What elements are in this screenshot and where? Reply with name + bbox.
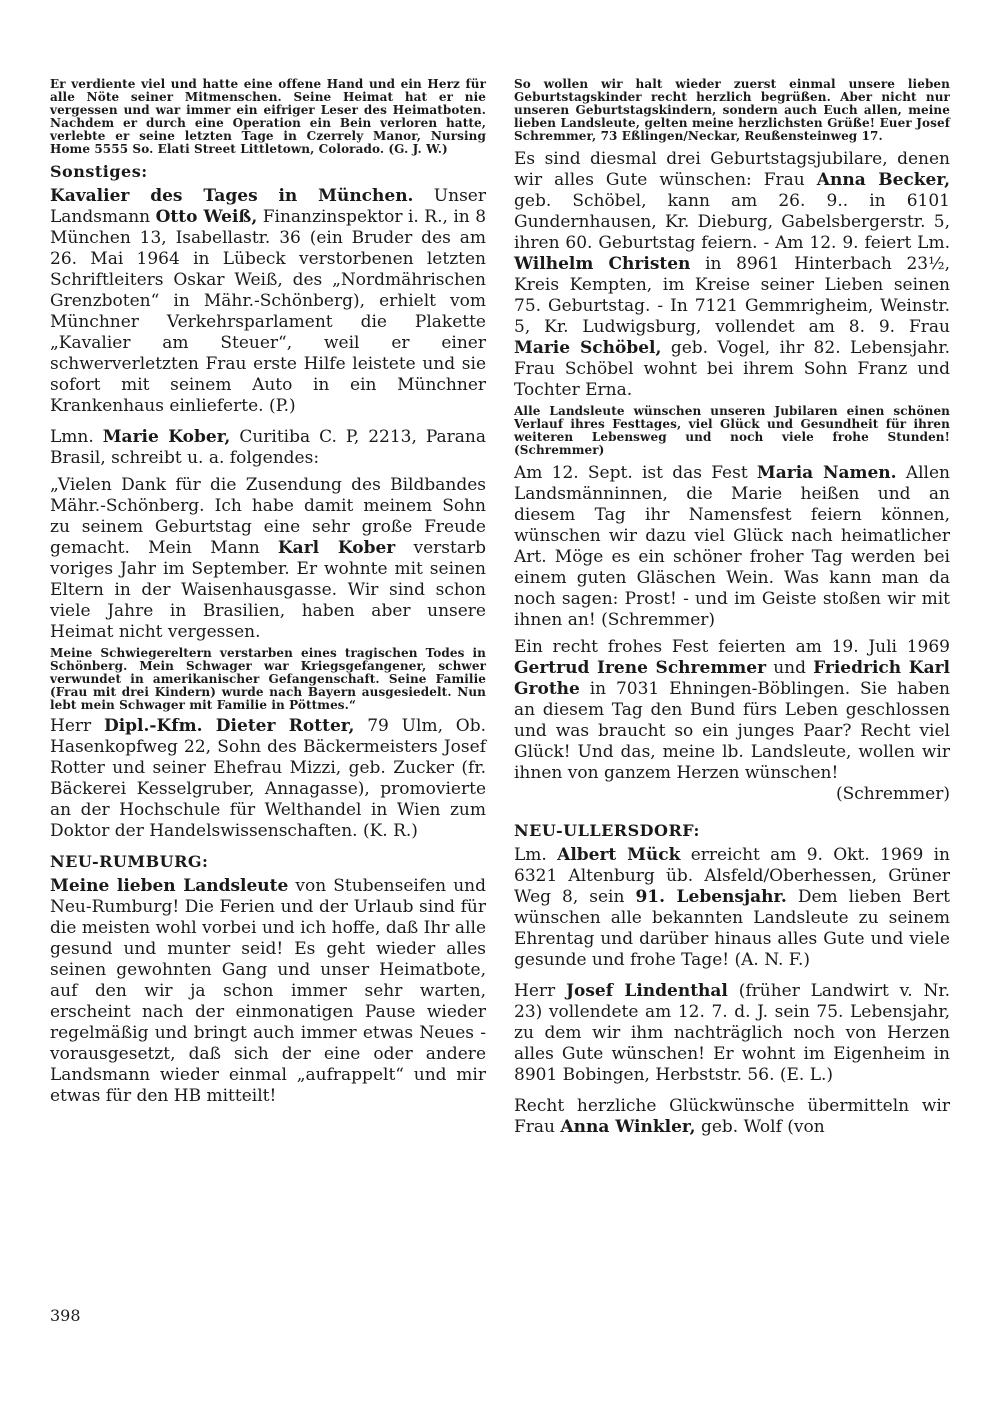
wedding-paragraph [514, 637, 950, 784]
text-run: verstarb voriges Jahr im September. Er wohnte mit seinen Eltern in der Waisenhausgasse. Wir sind schon viele Jahre in Brasilien, haben aber unsere Heimat nicht vergessen. [50, 538, 486, 642]
intro-small-paragraph: So wollen wir halt wieder zuerst einmal unsere lieben Geburtstagskinder recht herzlich begrüßen. Aber nicht nur unseren Geburtstagskindern, sondern auch Euch allen, meine lieben Landsleute, gelten meine herzlichsten Grüße! Euer Josef Schremmer, 73 Eßlingen/Neckar, Reußensteinweg 17. [514, 77, 950, 143]
right-column [514, 78, 950, 1138]
text-run: erreicht am 9. Okt. 1969 in 6321 Altenburg üb. Alsfeld/Oberhessen, Grüner Weg 8, sein [514, 845, 950, 907]
mueck-paragraph [514, 845, 950, 971]
text-run: von Stubenseifen und Neu-Rumburg! Die Ferien und der Urlaub sind für die meisten wohl vorbei und ich hoffe, daß Ihr alle gesund und munter seid! Es geht wieder alles seinen gewohnten Gang und unser Heimatbote, auf den wir ja schon immer sehr warten, erscheint nach der einmonatigen Pause wieder regelmäßig und bringt auch immer etwas Neues - vorausgesetzt, daß sich der eine oder andere Landsmann wieder einmal „aufrappelt“ und mir etwas für den HB mitteilt! [50, 876, 486, 1106]
person-name: Josef Lindenthal [565, 981, 728, 1001]
text-run: Curitiba C. P, 2213, Parana Brasil, schreibt u. a. folgendes: [50, 427, 486, 468]
kavalier-title: Kavalier des Tages in München. [50, 186, 414, 206]
text-run: geb. Schöbel, kann am 26. 9.. in 6101 Gundernhausen, Kr. Dieburg, Gabelsbergerstr. 5, ihren 60. Geburtstag feiern. - Am 12. 9. feiert Lm. [514, 191, 950, 253]
birthday-paragraph [514, 149, 950, 401]
person-name: Karl Kober [277, 538, 396, 558]
text-run: Herr [514, 981, 566, 1001]
rotter-paragraph [50, 716, 486, 842]
rumburg-paragraph [50, 876, 486, 1107]
lindenthal-paragraph [514, 981, 950, 1086]
text-run: geb. Vogel, ihr 82. Lebensjahr. Frau Schöbel wohnt bei ihrem Sohn Franz und Tochter Erna. [514, 338, 950, 400]
person-name: Marie Kober, [102, 427, 231, 447]
person-name: Otto Weiß, [155, 207, 258, 227]
text-run: (früher Landwirt v. Nr. 23) vollendete am 12. 7. d. J. sein 75. Lebensjahr, zu dem wir ihm nachträglich noch von Herzen alles Gute wünschen! Er wohnt im Eigenheim in 8901 Bobingen, Herbststr. 56. (E. L.) [514, 981, 950, 1085]
person-name: Dipl.-Kfm. Dieter Rotter, [103, 716, 355, 736]
text-run: und [766, 658, 814, 678]
birthday-wishes-small: Alle Landsleute wünschen unseren Jubilaren einen schönen Verlauf ihres Festtages, viel Glück und Gesundheit für ihren weiteren Lebensweg und noch viele frohe Stunden! (Schremmer) [514, 404, 950, 457]
text-run: Dem lieben Bert wünschen alle bekannten Landsleute zu seinem Ehrentag und darüber hinaus alles Gute und viele gesunde und frohe Tage! (A. N. F.) [514, 887, 950, 970]
greeting-bold: Meine lieben Landsleute [50, 876, 289, 896]
text-run: Es sind diesmal drei Geburtstagsjubilare, denen wir alles Gute wünschen: Frau [514, 149, 950, 190]
text-run: Am 12. Sept. ist das Fest [514, 463, 757, 483]
kober-intro-paragraph [50, 427, 486, 469]
text-run: 79 Ulm, Ob. Hasenkopfweg 22, Sohn des Bäckermeisters Josef Rotter und seiner Ehefrau Mizzi, geb. Zucker (fr. Bäckerei Kesselgruber, Annagasse), promovierte an der Hochschule für Welthandel in Wien zum Doktor der Handelswissenschaften. (K. R.) [50, 716, 487, 841]
obituary-paragraph: Er verdiente viel und hatte eine offene Hand und ein Herz für alle Nöte seiner Mitmenschen. Seine Heimat hat er nie vergessen und war immer ein eifriger Leser des Heimatboten. Nachdem er durch eine Operation ein Bein verloren hatte, verlebte er seine letzten Tage in Czerrely Manor, Nursing Home 5555 So. Elati Street Littletown, Colorado. (G. J. W.) [50, 77, 486, 156]
person-name: Marie Schöbel, [514, 338, 662, 358]
text-run: Herr [50, 716, 104, 736]
winkler-paragraph [514, 1096, 950, 1138]
text-run: Lmn. [50, 427, 103, 447]
person-name: Anna Becker, [816, 170, 950, 190]
age-bold: 91. Lebensjahr. [635, 887, 787, 907]
kavalier-paragraph [50, 186, 486, 417]
section-heading-neu-rumburg: NEU-RUMBURG: [50, 852, 209, 871]
person-name: Anna Winkler, [560, 1117, 696, 1137]
person-name: Gertrud Irene Schremmer [514, 658, 767, 678]
person-name: Albert Mück [557, 845, 681, 865]
text-run: „Vielen Dank für die Zusendung des Bildbandes Mähr.-Schönberg. Ich habe damit meinem Sohn zu seinem Geburtstag eine sehr große Freude gemacht. Mein Mann [50, 475, 486, 558]
person-name: Wilhelm Christen [514, 254, 691, 274]
text-run: in 7031 Ehningen-Böblingen. Sie haben an diesem Tag den Bund fürs Leben geschlossen und was braucht so ein junges Paar? Recht viel Glück! Und das, meine lb. Landsleute, wollen wir ihnen von ganzem Herzen wünschen! [514, 679, 950, 783]
kober-letter-small: Meine Schwiegereltern verstarben eines tragischen Todes in Schönberg. Mein Schwager war Kriegsgefangener, schwer verwundet in amerikanischer Gefangenschaft. Seine Familie (Frau mit drei Kindern) wurde nach Bayern ausgesiedelt. Nun lebt mein Schwager mit Familie in Pöttmes.“ [50, 646, 486, 712]
section-heading-neu-ullersdorf: NEU-ULLERSDORF: [514, 821, 700, 840]
section-heading-sonstiges: Sonstiges: [50, 162, 148, 181]
feast-name: Maria Namen. [756, 463, 897, 483]
person-name: Friedrich Karl Grothe [514, 658, 950, 699]
text-run: Unser Landsmann [50, 186, 486, 227]
text-run: in 8961 Hinterbach 23½, Kreis Kempten, im Kreise seiner Lieben seinen 75. Geburtstag. - In 7121 Gemmrigheim, Weinstr. 5, Kr. Ludwigsburg, vollendet am 8. 9. Frau [514, 254, 950, 337]
maria-namen-paragraph [514, 463, 950, 631]
page-number: 398 [50, 1306, 81, 1325]
text-run: Recht herzliche Glückwünsche übermitteln wir Frau [514, 1096, 950, 1137]
text-run: Lm. [514, 845, 558, 865]
wedding-signature: (Schremmer) [836, 784, 950, 804]
text-run: Ein recht frohes Fest feierten am 19. Juli 1969 [514, 637, 950, 657]
text-run: Finanzinspektor i. R., in 8 München 13, Isabellastr. 36 (ein Bruder des am 26. Mai 1964 in Lübeck verstorbenen letzten Schriftleiters Oskar Weiß, des „Nordmährischen Grenzboten“ in Mähr.-Schönberg), erhielt vom Münchner Verkehrsparlament die Plakette „Kavalier am Steuer“, weil er einer schwerverletzten Frau erste Hilfe leistete und sie sofort mit seinem Auto in ein Münchner Krankenhaus einlieferte. (P.) [50, 207, 487, 416]
text-run: geb. Wolf (von [695, 1117, 825, 1137]
left-column [50, 78, 486, 1107]
text-run: Allen Landsmänninnen, die Marie heißen und an diesem Tag ihr Namensfest feiern können, wünschen wir dazu viel Glück nach heimatlicher Art. Möge es ein schöner froher Tag werden bei einem guten Gläschen Wein. Was kann man da noch sagen: Prost! - und im Geiste stoßen wir mit ihnen an! (Schremmer) [514, 463, 950, 630]
kober-letter-paragraph [50, 475, 486, 643]
